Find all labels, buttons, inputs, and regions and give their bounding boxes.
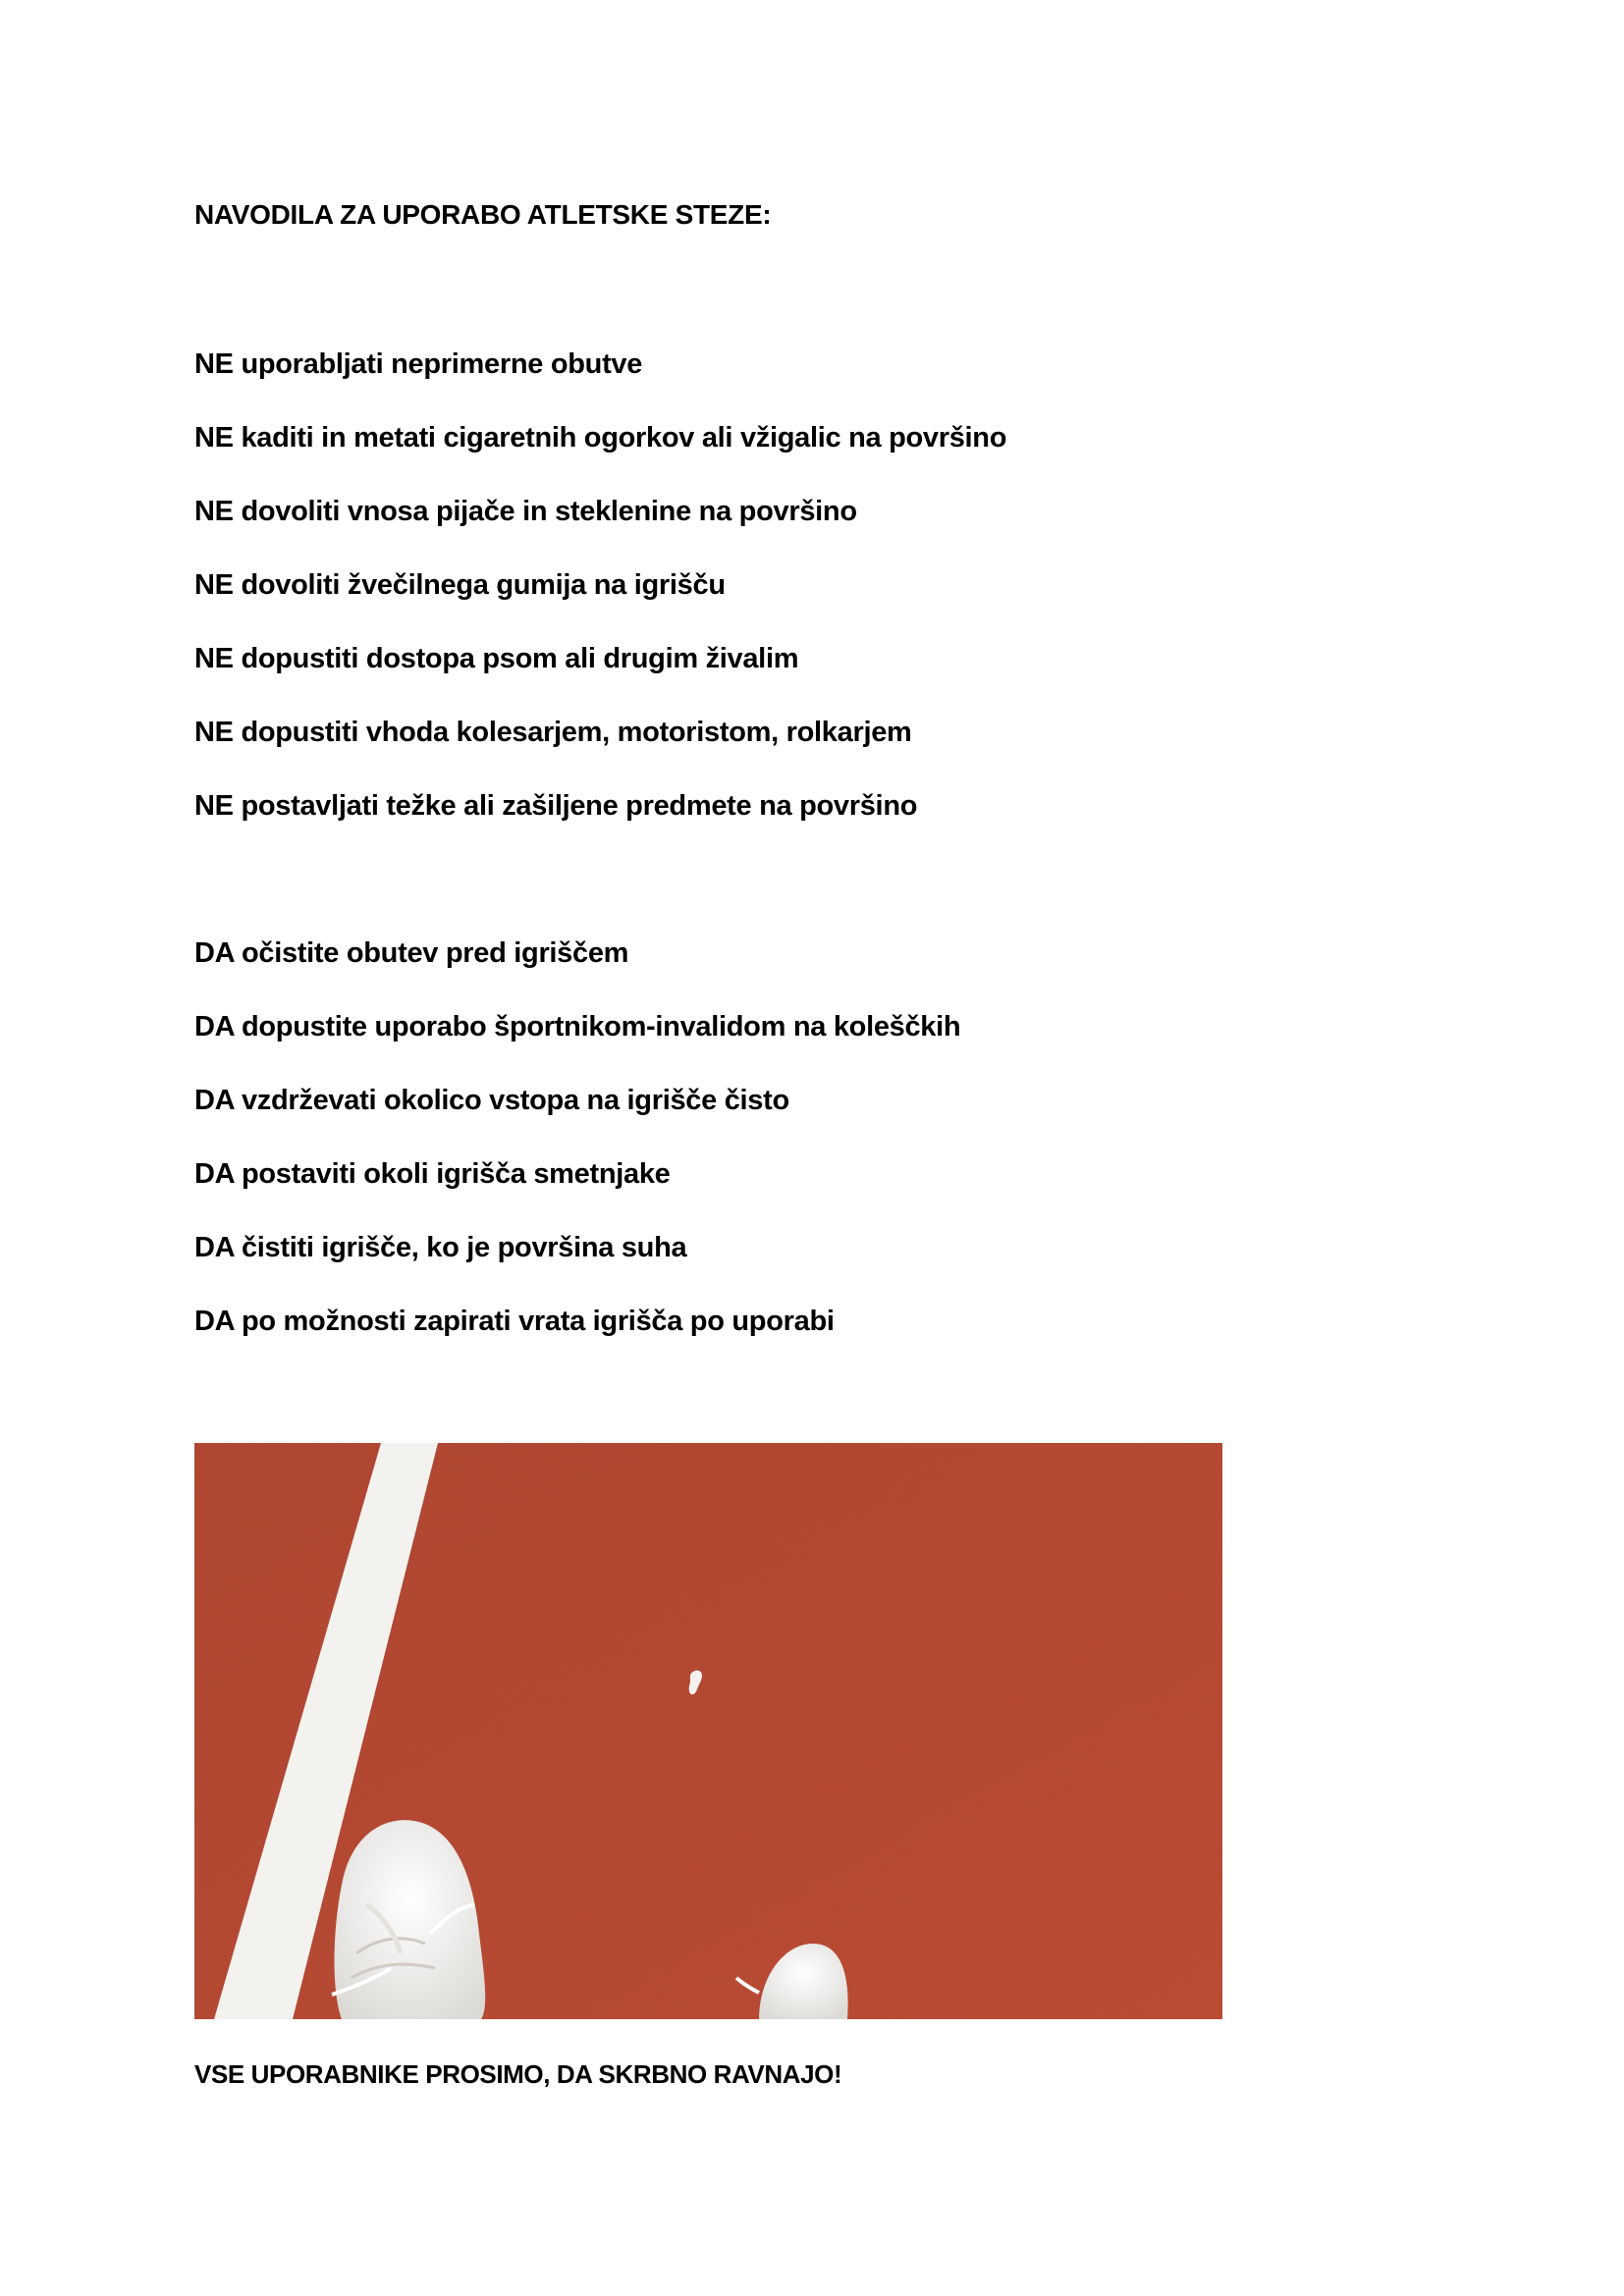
ne-rule-item: NE uporabljati neprimerne obutve [194,348,643,380]
track-photo-illustration [194,1443,1222,2019]
da-rules-list [194,934,960,1376]
ne-rule-item: NE dopustiti vhoda kolesarjem, motoristom, rolkarjem [194,717,912,748]
da-rule-item: DA čistiti igrišče, ko je površina suha [194,1232,687,1263]
da-rule-item: DA po možnosti zapirati vrata igrišča po uporabi [194,1306,835,1337]
da-rule-item: DA dopustite uporabo športnikom-invalidom na koleščkih [194,1011,961,1042]
ne-rule-item: NE dovoliti žvečilnega gumija na igrišču [194,569,726,601]
ne-rules-list [194,346,1006,861]
document-title: NAVODILA ZA UPORABO ATLETSKE STEZE: [194,199,772,230]
ne-rule-item: NE dopustiti dostopa psom ali drugim živalim [194,643,799,674]
da-rule-item: DA očistite obutev pred igriščem [194,937,629,969]
da-rule-item: DA postaviti okoli igrišča smetnjake [194,1158,671,1190]
footer-note: VSE UPORABNIKE PROSIMO, DA SKRBNO RAVNAJO! [194,2059,842,2089]
da-rule-item: DA vzdrževati okolico vstopa na igrišče čisto [194,1085,789,1116]
track-photo [194,1443,1222,2019]
ne-rule-item: NE kaditi in metati cigaretnih ogorkov ali vžigalic na površino [194,422,1007,454]
ne-rule-item: NE postavljati težke ali zašiljene predmete na površino [194,790,918,822]
ne-rule-item: NE dovoliti vnosa pijače in steklenine na površino [194,496,857,527]
